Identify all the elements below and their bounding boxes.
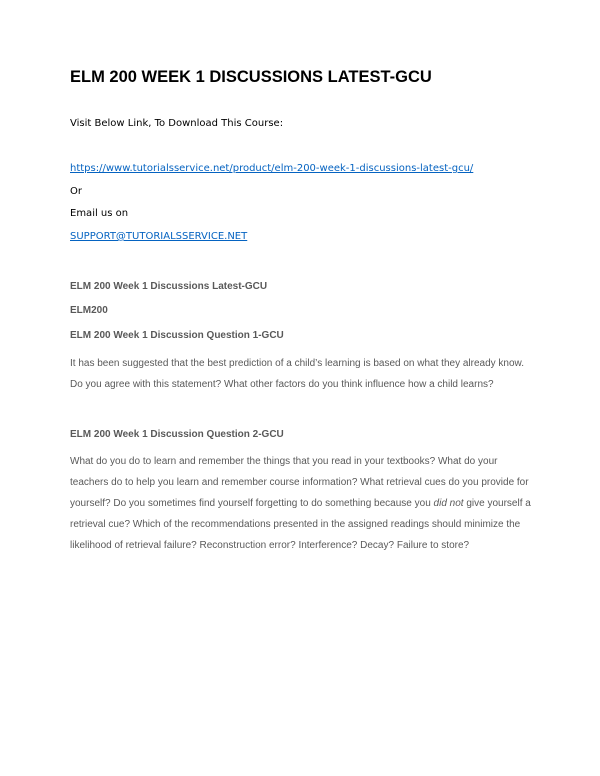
question-2-line: likelihood of retrieval failure? Reconstruction error? Interference? Decay? Failure to store?: [70, 540, 470, 551]
question-2-line: teachers do to help you learn and remember course information? What retrieval cues do you provide for: [70, 477, 529, 488]
question-2-line-start: yourself? Do you sometimes find yourself forgetting to do something because you: [70, 498, 434, 509]
question-2-line-end: give yourself a: [463, 498, 531, 509]
question-2-line: [70, 493, 540, 514]
question-2-line: What do you do to learn and remember the things that you read in your textbooks? What do your: [70, 456, 498, 467]
course-link[interactable]: https://www.tutorialsservice.net/product/elm-200-week-1-discussions-latest-gcu/: [70, 163, 474, 174]
emphasis-did-not: did not: [433, 498, 464, 509]
or-text: Or: [70, 186, 82, 197]
question-2-heading: ELM 200 Week 1 Discussion Question 2-GCU: [70, 429, 284, 440]
question-1-line: It has been suggested that the best prediction of a child’s learning is based on what they already know.: [70, 358, 524, 369]
course-heading: ELM 200 Week 1 Discussions Latest-GCU: [70, 281, 268, 292]
page-title: ELM 200 WEEK 1 DISCUSSIONS LATEST-GCU: [70, 68, 432, 86]
visit-instruction: Visit Below Link, To Download This Course:: [70, 118, 284, 129]
course-code-heading: ELM200: [70, 305, 108, 316]
question-2-line: retrieval cue? Which of the recommendations presented in the assigned readings should minimize the: [70, 519, 521, 530]
question-1-text: [70, 353, 540, 395]
question-2-text: [70, 451, 540, 556]
question-1-heading: ELM 200 Week 1 Discussion Question 1-GCU: [70, 330, 284, 341]
email-label: Email us on: [70, 208, 129, 219]
question-1-line: Do you agree with this statement? What other factors do you think influence how a child learns?: [70, 379, 494, 390]
support-email-link[interactable]: SUPPORT@TUTORIALSSERVICE.NET: [70, 231, 248, 242]
